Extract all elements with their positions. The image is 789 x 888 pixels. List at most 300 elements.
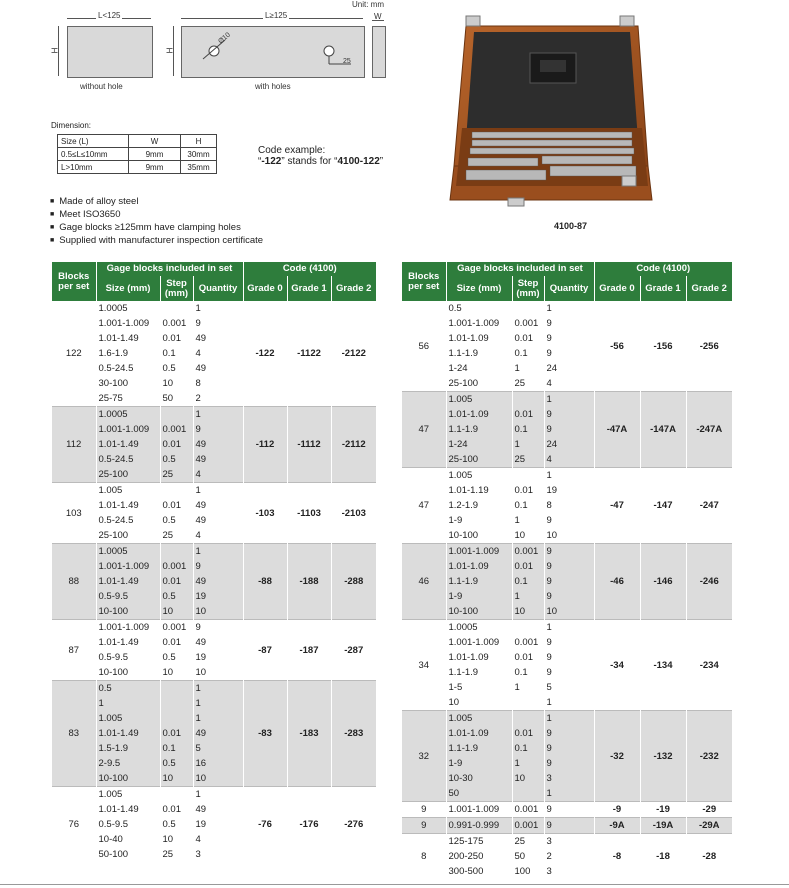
quantity-cell: 9: [193, 620, 243, 636]
table-row: [402, 468, 732, 484]
quantity-cell: 49: [193, 361, 243, 376]
step-cell: 1: [512, 513, 544, 528]
step-cell: 0.5: [160, 817, 193, 832]
dim-header: Size (L): [58, 135, 129, 148]
step-cell: 10: [512, 528, 544, 544]
quantity-cell: 3: [544, 864, 594, 879]
step-cell: [160, 407, 193, 423]
code-g2-cell: -247: [686, 468, 732, 544]
length-large-label: L≥125: [265, 11, 288, 20]
size-cell: 10-100: [96, 771, 160, 787]
size-cell: 0.5-24.5: [96, 361, 160, 376]
code-g2-cell: -29A: [686, 818, 732, 834]
table-row: [402, 392, 732, 408]
step-cell: 0.01: [512, 483, 544, 498]
quote-mark: ”: [379, 156, 384, 167]
size-cell: 25-100: [446, 452, 512, 468]
dim-header: H: [181, 135, 217, 148]
size-cell: 50: [446, 786, 512, 802]
step-cell: 0.01: [160, 726, 193, 741]
col-blocks-per-set: Blocks per set: [402, 262, 446, 301]
gage-set-table-left: [52, 262, 376, 862]
example-full-code: 4100-122: [337, 156, 380, 167]
size-cell: 1.01-1.09: [446, 650, 512, 665]
size-cell: 0.5: [96, 681, 160, 697]
col-quantity: Quantity: [544, 276, 594, 301]
step-cell: 1: [512, 589, 544, 604]
quantity-cell: 1: [544, 468, 594, 484]
quantity-cell: 19: [193, 650, 243, 665]
quantity-cell: 10: [544, 604, 594, 620]
height-label: H: [165, 47, 175, 54]
step-cell: 25: [512, 452, 544, 468]
quantity-cell: 1: [193, 483, 243, 499]
size-cell: 0.5-9.5: [96, 589, 160, 604]
quantity-cell: 4: [193, 528, 243, 544]
hole-symbols: [181, 26, 365, 78]
length-small-label: L<125: [98, 11, 121, 20]
size-cell: 1-9: [446, 756, 512, 771]
feature-list: [50, 196, 263, 248]
step-cell: 0.001: [512, 818, 544, 834]
size-cell: 25-100: [96, 467, 160, 483]
size-cell: 1.01-1.49: [96, 802, 160, 817]
table-row: [402, 544, 732, 560]
quantity-cell: 10: [193, 771, 243, 787]
code-example: [258, 145, 383, 167]
size-cell: 1-9: [446, 589, 512, 604]
size-cell: 1.005: [96, 483, 160, 499]
code-g0-cell: -34: [594, 620, 640, 711]
quantity-cell: 9: [193, 316, 243, 331]
step-cell: 10: [160, 376, 193, 391]
quantity-cell: 3: [544, 834, 594, 850]
step-cell: 0.01: [512, 331, 544, 346]
size-cell: 1.005: [446, 711, 512, 727]
size-cell: 10-100: [446, 604, 512, 620]
quantity-cell: 9: [544, 741, 594, 756]
code-g1-cell: -183: [287, 681, 331, 787]
step-cell: [160, 711, 193, 726]
block-without-hole: [67, 26, 153, 78]
col-code: Code (4100): [594, 262, 732, 276]
quantity-cell: 1: [544, 620, 594, 636]
step-cell: 0.5: [160, 650, 193, 665]
unit-label: Unit: mm: [352, 0, 384, 9]
size-cell: 1.01-1.09: [446, 726, 512, 741]
step-cell: 0.5: [160, 513, 193, 528]
code-g2-cell: -288: [331, 544, 376, 620]
step-cell: 10: [160, 832, 193, 847]
quantity-cell: 8: [193, 376, 243, 391]
size-cell: 1.005: [446, 468, 512, 484]
bottom-rule: [0, 884, 789, 885]
size-cell: 125-175: [446, 834, 512, 850]
quantity-cell: 1: [193, 696, 243, 711]
quantity-cell: 16: [193, 756, 243, 771]
feature-item: ■ Gage blocks ≥125mm have clamping holes: [50, 222, 263, 235]
table-row: [52, 681, 376, 697]
code-g1-cell: -1112: [287, 407, 331, 483]
quantity-cell: 4: [193, 832, 243, 847]
size-cell: 1.5-1.9: [96, 741, 160, 756]
blocks-per-set-cell: 47: [402, 392, 446, 468]
quantity-cell: 1: [193, 544, 243, 560]
step-cell: [512, 786, 544, 802]
size-cell: 1.001-1.009: [446, 316, 512, 331]
caption-with-holes: with holes: [255, 82, 291, 91]
size-cell: 1.01-1.49: [96, 574, 160, 589]
quantity-cell: 49: [193, 635, 243, 650]
dim-cell: 30mm: [181, 148, 217, 161]
code-g2-cell: -29: [686, 802, 732, 818]
code-g1-cell: -132: [640, 711, 686, 802]
blocks-per-set-cell: 8: [402, 834, 446, 880]
step-cell: 50: [160, 391, 193, 407]
step-cell: 0.01: [512, 407, 544, 422]
code-g0-cell: -76: [243, 787, 287, 863]
width-label: W: [374, 12, 382, 21]
code-g0-cell: -122: [243, 301, 287, 407]
quantity-cell: 10: [193, 665, 243, 681]
table-row: [402, 818, 732, 834]
col-grade-1: Grade 1: [640, 276, 686, 301]
blocks-per-set-cell: 9: [402, 818, 446, 834]
code-g0-cell: -88: [243, 544, 287, 620]
step-cell: 0.1: [160, 346, 193, 361]
step-cell: [160, 544, 193, 560]
quantity-cell: 9: [544, 589, 594, 604]
example-code: -122: [261, 156, 282, 167]
quantity-cell: 9: [544, 316, 594, 331]
size-cell: 1.01-1.09: [446, 407, 512, 422]
step-cell: [160, 787, 193, 803]
step-cell: [512, 620, 544, 636]
step-cell: 0.1: [512, 498, 544, 513]
product-label: 4100-87: [554, 221, 588, 231]
size-cell: 25-100: [96, 528, 160, 544]
block-side-view: [372, 26, 386, 78]
size-cell: 10-100: [96, 665, 160, 681]
step-cell: 10: [512, 771, 544, 786]
example-text: ” stands for “: [281, 156, 338, 167]
quantity-cell: 9: [544, 802, 594, 818]
step-cell: 0.1: [512, 741, 544, 756]
code-g1-cell: -1103: [287, 483, 331, 544]
quantity-cell: 9: [544, 818, 594, 834]
code-g2-cell: -232: [686, 711, 732, 802]
size-cell: 1.001-1.009: [96, 316, 160, 331]
table-row: [52, 787, 376, 803]
size-cell: 1.1-1.9: [446, 741, 512, 756]
size-cell: 25-100: [446, 376, 512, 392]
quantity-cell: 9: [544, 756, 594, 771]
code-g1-cell: -147A: [640, 392, 686, 468]
code-g2-cell: -2122: [331, 301, 376, 407]
quote-mark: “: [258, 156, 262, 167]
quantity-cell: 1: [193, 681, 243, 697]
quantity-cell: 19: [193, 589, 243, 604]
step-cell: 0.01: [512, 559, 544, 574]
size-cell: 0.5-24.5: [96, 513, 160, 528]
col-grade-2: Grade 2: [331, 276, 376, 301]
dim-cell: 0.5≤L≤10mm: [58, 148, 129, 161]
size-cell: 2-9.5: [96, 756, 160, 771]
code-g0-cell: -83: [243, 681, 287, 787]
blocks-per-set-cell: 9: [402, 802, 446, 818]
size-cell: 50-100: [96, 847, 160, 862]
table-row: [52, 620, 376, 636]
quantity-cell: 9: [544, 407, 594, 422]
code-g0-cell: -46: [594, 544, 640, 620]
size-cell: 1.01-1.49: [96, 437, 160, 452]
quantity-cell: 1: [544, 711, 594, 727]
size-cell: 1-24: [446, 437, 512, 452]
code-g0-cell: -9: [594, 802, 640, 818]
step-cell: [160, 681, 193, 697]
gage-set-table-right: [402, 262, 732, 879]
code-g1-cell: -1122: [287, 301, 331, 407]
size-cell: 1.0005: [96, 407, 160, 423]
code-example-title: Code example:: [258, 145, 326, 156]
step-cell: [160, 483, 193, 499]
table-row: [402, 834, 732, 850]
code-g2-cell: -247A: [686, 392, 732, 468]
size-cell: 1.001-1.009: [96, 620, 160, 636]
quantity-cell: 1: [193, 787, 243, 803]
col-grade-1: Grade 1: [287, 276, 331, 301]
quantity-cell: 49: [193, 802, 243, 817]
size-cell: 1.001-1.009: [96, 422, 160, 437]
col-code: Code (4100): [243, 262, 376, 276]
size-cell: 1-5: [446, 680, 512, 695]
quantity-cell: 4: [544, 376, 594, 392]
size-cell: 0.5: [446, 301, 512, 316]
dimension-table: [57, 134, 217, 174]
quantity-cell: 9: [193, 559, 243, 574]
quantity-cell: 1: [544, 786, 594, 802]
quantity-cell: 9: [544, 422, 594, 437]
quantity-cell: 49: [193, 574, 243, 589]
size-cell: 1.01-1.09: [446, 559, 512, 574]
blocks-per-set-cell: 112: [52, 407, 96, 483]
step-cell: 0.1: [512, 665, 544, 680]
quantity-cell: 9: [544, 346, 594, 361]
size-cell: 300-500: [446, 864, 512, 879]
table-row: [52, 544, 376, 560]
quantity-cell: 5: [544, 680, 594, 695]
hole-diameter-label: Ø10: [217, 31, 232, 46]
size-cell: 1.6-1.9: [96, 346, 160, 361]
step-cell: 0.01: [512, 650, 544, 665]
step-cell: 0.01: [160, 437, 193, 452]
quantity-cell: 49: [193, 331, 243, 346]
step-cell: 10: [160, 604, 193, 620]
quantity-cell: 1: [193, 301, 243, 316]
step-cell: [512, 695, 544, 711]
step-cell: 25: [512, 376, 544, 392]
quantity-cell: 5: [193, 741, 243, 756]
size-cell: 1.01-1.49: [96, 331, 160, 346]
quantity-cell: 19: [544, 483, 594, 498]
size-cell: 1.2-1.9: [446, 498, 512, 513]
quantity-cell: 9: [544, 726, 594, 741]
step-cell: 0.001: [512, 802, 544, 818]
size-cell: 1.0005: [96, 301, 160, 316]
quantity-cell: 4: [193, 467, 243, 483]
col-blocks-per-set: Blocks per set: [52, 262, 96, 301]
step-cell: 1: [512, 680, 544, 695]
table-row: [402, 620, 732, 636]
code-g1-cell: -156: [640, 301, 686, 392]
step-cell: [512, 711, 544, 727]
code-g1-cell: -146: [640, 544, 686, 620]
quantity-cell: 1: [544, 392, 594, 408]
quantity-cell: 9: [544, 574, 594, 589]
blocks-per-set-cell: 46: [402, 544, 446, 620]
code-g2-cell: -234: [686, 620, 732, 711]
height-label: H: [50, 47, 60, 54]
quantity-cell: 49: [193, 726, 243, 741]
blocks-per-set-cell: 103: [52, 483, 96, 544]
blocks-per-set-cell: 122: [52, 301, 96, 407]
step-cell: 0.001: [160, 422, 193, 437]
size-cell: 1-9: [446, 513, 512, 528]
size-cell: 1.005: [96, 711, 160, 726]
quantity-cell: 49: [193, 498, 243, 513]
step-cell: [160, 696, 193, 711]
quantity-cell: 9: [544, 559, 594, 574]
quantity-cell: 9: [544, 635, 594, 650]
col-step: Step (mm): [160, 276, 193, 301]
size-cell: 0.5-9.5: [96, 817, 160, 832]
code-g2-cell: -256: [686, 301, 732, 392]
quantity-cell: 1: [544, 301, 594, 316]
blocks-per-set-cell: 56: [402, 301, 446, 392]
code-g0-cell: -47A: [594, 392, 640, 468]
size-cell: 1-24: [446, 361, 512, 376]
col-size: Size (mm): [96, 276, 160, 301]
quantity-cell: 24: [544, 361, 594, 376]
code-g1-cell: -19: [640, 802, 686, 818]
quantity-cell: 1: [193, 711, 243, 726]
size-cell: 10-40: [96, 832, 160, 847]
size-cell: 1: [96, 696, 160, 711]
size-cell: 200-250: [446, 849, 512, 864]
dim-cell: L>10mm: [58, 161, 129, 174]
col-grade-0: Grade 0: [594, 276, 640, 301]
table-row: [52, 483, 376, 499]
step-cell: 0.5: [160, 452, 193, 467]
code-g0-cell: -112: [243, 407, 287, 483]
step-cell: 0.1: [512, 422, 544, 437]
col-quantity: Quantity: [193, 276, 243, 301]
step-cell: 1: [512, 437, 544, 452]
step-cell: 0.001: [512, 544, 544, 560]
size-cell: 10-30: [446, 771, 512, 786]
code-g2-cell: -287: [331, 620, 376, 681]
step-cell: 0.5: [160, 756, 193, 771]
dim-line: [372, 20, 384, 21]
hole-position-label: 25: [343, 58, 351, 65]
dim-header: W: [129, 135, 181, 148]
quantity-cell: 4: [193, 346, 243, 361]
code-g1-cell: -134: [640, 620, 686, 711]
feature-item: ■ Supplied with manufacturer inspection certificate: [50, 235, 263, 248]
code-g2-cell: -276: [331, 787, 376, 863]
dim-cell: 9mm: [129, 161, 181, 174]
dim-cell: 35mm: [181, 161, 217, 174]
size-cell: 1.1-1.9: [446, 665, 512, 680]
step-cell: 0.5: [160, 589, 193, 604]
quantity-cell: 9: [193, 422, 243, 437]
step-cell: 0.01: [160, 802, 193, 817]
step-cell: 25: [160, 847, 193, 862]
step-cell: 0.001: [160, 316, 193, 331]
feature-item: ■ Meet ISO3650: [50, 209, 263, 222]
step-cell: 25: [160, 528, 193, 544]
code-g0-cell: -32: [594, 711, 640, 802]
size-cell: 0.5-24.5: [96, 452, 160, 467]
quantity-cell: 2: [544, 849, 594, 864]
size-cell: 10: [446, 695, 512, 711]
size-cell: 10-100: [96, 604, 160, 620]
step-cell: 0.01: [512, 726, 544, 741]
size-cell: 1.01-1.09: [446, 331, 512, 346]
step-cell: [512, 392, 544, 408]
size-cell: 10-100: [446, 528, 512, 544]
col-gage-blocks-included: Gage blocks included in set: [446, 262, 594, 276]
size-cell: 1.001-1.009: [446, 635, 512, 650]
table-row: [402, 301, 732, 316]
step-cell: 1: [512, 361, 544, 376]
step-cell: 0.01: [160, 635, 193, 650]
size-cell: 1.001-1.009: [96, 559, 160, 574]
blocks-per-set-cell: 34: [402, 620, 446, 711]
step-cell: 0.01: [160, 498, 193, 513]
step-cell: 50: [512, 849, 544, 864]
size-cell: 1.001-1.009: [446, 802, 512, 818]
feature-item: ■ Made of alloy steel: [50, 196, 263, 209]
step-cell: 1: [512, 756, 544, 771]
blocks-per-set-cell: 32: [402, 711, 446, 802]
table-row: [52, 301, 376, 316]
size-cell: 1.005: [446, 392, 512, 408]
size-cell: 1.0005: [96, 544, 160, 560]
quantity-cell: 9: [544, 650, 594, 665]
step-cell: 0.5: [160, 361, 193, 376]
code-g1-cell: -188: [287, 544, 331, 620]
quantity-cell: 49: [193, 452, 243, 467]
step-cell: 0.1: [512, 346, 544, 361]
size-cell: 1.01-1.49: [96, 635, 160, 650]
step-cell: 10: [160, 771, 193, 787]
quantity-cell: 3: [193, 847, 243, 862]
table-row: [402, 711, 732, 727]
code-g0-cell: -8: [594, 834, 640, 880]
step-cell: 0.001: [512, 635, 544, 650]
quantity-cell: 1: [193, 407, 243, 423]
size-cell: 1.005: [96, 787, 160, 803]
code-g2-cell: -283: [331, 681, 376, 787]
size-cell: 0.991-0.999: [446, 818, 512, 834]
step-cell: 10: [512, 604, 544, 620]
col-gage-blocks-included: Gage blocks included in set: [96, 262, 243, 276]
blocks-per-set-cell: 88: [52, 544, 96, 620]
blocks-per-set-cell: 83: [52, 681, 96, 787]
size-cell: 25-75: [96, 391, 160, 407]
size-cell: 1.001-1.009: [446, 544, 512, 560]
